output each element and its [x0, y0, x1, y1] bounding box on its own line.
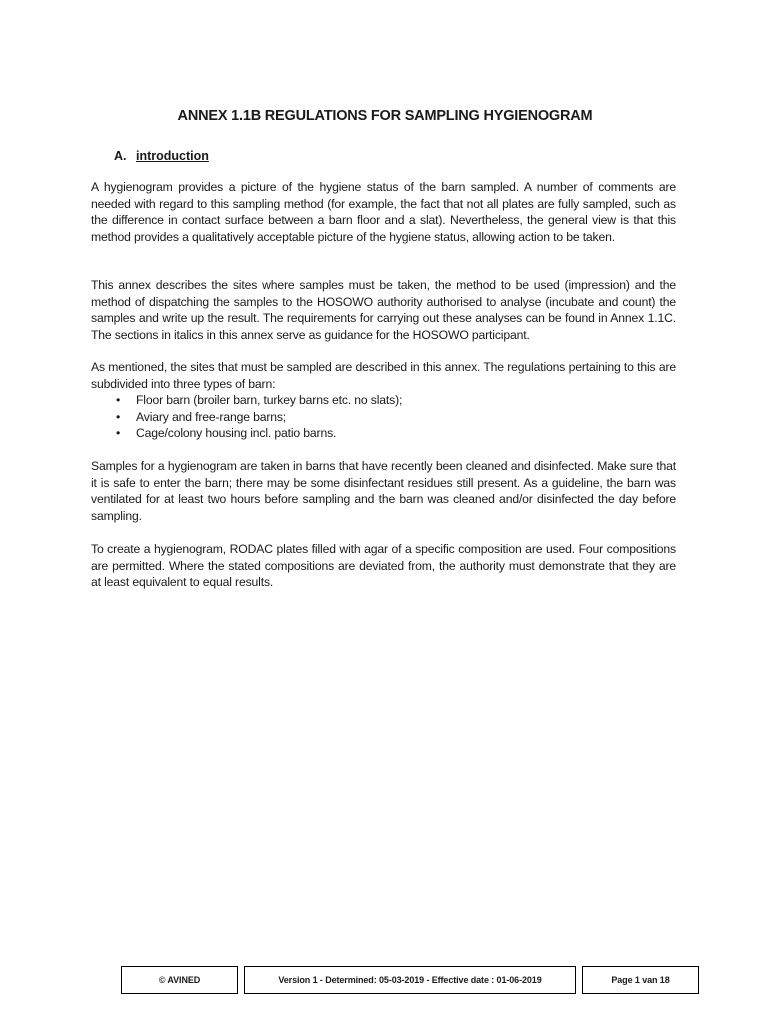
list-item-text: Cage/colony housing incl. patio barns.	[136, 426, 337, 440]
bullet-icon: •	[116, 409, 121, 424]
list-item	[91, 392, 676, 409]
list-item	[91, 425, 676, 442]
paragraph-text: As mentioned, the sites that must be sampled are described in this annex. The regulations pertaining to this are subdivided into three types of barn:	[91, 360, 676, 391]
paragraph-intro	[91, 179, 676, 245]
page-title: ANNEX 1.1B REGULATIONS FOR SAMPLING HYGIENOGRAM	[177, 108, 593, 124]
list-item-text: Aviary and free-range barns;	[136, 409, 287, 424]
section-heading	[114, 149, 209, 163]
section-heading-text: introduction	[136, 149, 209, 163]
list-item-text: Floor barn (broiler barn, turkey barns etc. no slats);	[136, 393, 403, 407]
paragraph-text: Samples for a hygienogram are taken in barns that have recently been cleaned and disinfected. Make sure that it is safe to enter the barn; there may be some disinfectant residues still present. As a guideline, the barn was ventilated for at least two hours before sampling and the barn was cleaned and/or disinfected the day before sampling.	[91, 459, 676, 523]
bullet-icon: •	[116, 426, 121, 440]
paragraph-samples	[91, 458, 676, 524]
paragraph-text: This annex describes the sites where samples must be taken, the method to be used (impression) and the method of dispatching the samples to the HOSOWO authority authorised to analyse (incubate and count) the samples and write up the result. The requirements for carrying out these analyses can be found in Annex 1.1C. The sections in italics in this annex serve as guidance for the HOSOWO participant.	[91, 278, 676, 342]
paragraph-sites	[91, 359, 676, 442]
list-item	[91, 409, 676, 426]
footer-version: Version 1 - Determined: 05-03-2019 - Effective date : 01-06-2019	[244, 966, 576, 994]
paragraph-annex	[91, 277, 676, 343]
footer-copyright: © AVINED	[121, 966, 238, 994]
section-letter: A.	[114, 149, 127, 163]
footer-page-number: Page 1 van 18	[582, 966, 699, 994]
bullet-icon: •	[116, 393, 121, 407]
barn-type-list	[91, 392, 676, 442]
paragraph-rodac	[91, 541, 676, 591]
paragraph-text: To create a hygienogram, RODAC plates filled with agar of a specific composition are used. Four compositions are permitted. Where the stated compositions are deviated from, the authority must demonstrate that they are at least equivalent to equal results.	[91, 542, 676, 589]
paragraph-text: A hygienogram provides a picture of the hygiene status of the barn sampled. A number of comments are needed with regard to this sampling method (for example, the fact that not all plates are fully sampled, such as the difference in contact surface between a barn floor and a slat). Nevertheless, the general view is that this method provides a qualitatively acceptable picture of the hygiene status, allowing action to be taken.	[91, 180, 676, 244]
